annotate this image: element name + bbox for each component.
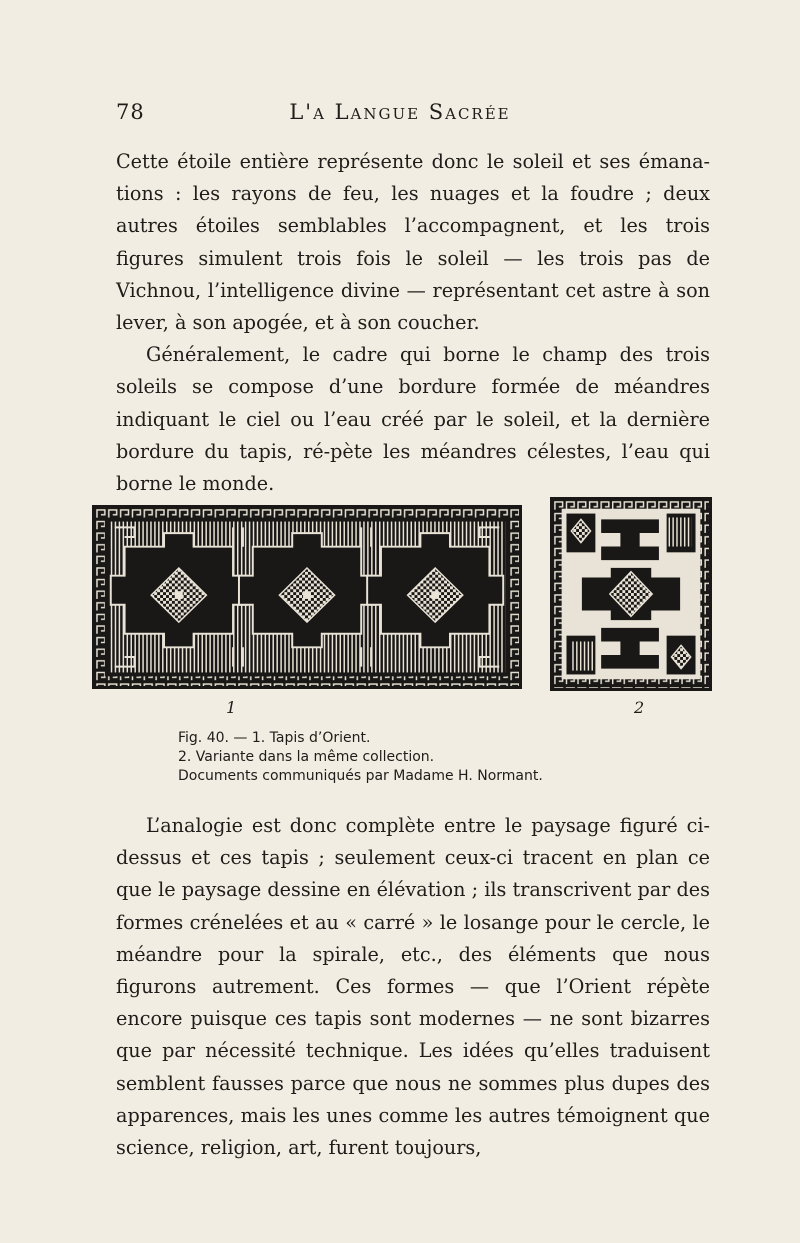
caption-line: Documents communiqués par Madame H. Normant. <box>178 768 543 784</box>
figure-caption <box>178 729 738 786</box>
text-block-bottom <box>116 810 710 1164</box>
text-block-top <box>116 146 710 500</box>
caption-line: Fig. 40. — 1. Tapis d’Orient. <box>178 730 371 746</box>
figure-label-1: 1 <box>226 698 237 717</box>
paragraph: Cette étoile entière représente donc le soleil et ses émana-tions : les rayons de feu, les nuages et la foudre ; deux autres étoiles semblables l’accompagnent, et les trois figures simulent trois fois le soleil — les trois pas de Vichnou, l’intelligence divine — représentant cet astre à son lever, à son apogée, et à son coucher. <box>116 150 710 335</box>
paragraph: Généralement, le cadre qui borne le champ des trois soleils se compose d’une bordure formée de méandres indiquant le ciel ou l’eau créé par le soleil, et la dernière bordure du tapis, ré-pète les méandres célestes, l’eau qui borne le monde. <box>116 343 710 496</box>
figure-label-2: 2 <box>634 698 645 717</box>
running-title: L'a Langue Sacrée <box>289 100 511 124</box>
page-number: 78 <box>116 100 145 124</box>
figure-rugs <box>92 497 712 697</box>
caption-line: 2. Variante dans la même collection. <box>178 749 435 765</box>
rug-illustration-2 <box>550 497 712 691</box>
rug-illustration-1 <box>92 505 522 689</box>
page-header <box>0 100 800 140</box>
paragraph: L’analogie est donc complète entre le paysage figuré ci-dessus et ces tapis ; seulement ceux-ci tracent en plan ce que le paysage dessine en élévation ; ils transcrivent par des formes crénelées et au « carré » le losange pour le cercle, le méandre pour la spirale, etc., des éléments que nous figurons autrement. Ces formes — que l’Orient répète encore puisque ces tapis sont modernes — ne sont bizarres que par nécessité technique. Les idées qu’elles traduisent semblent fausses parce que nous ne sommes plus dupes des apparences, mais les unes comme les autres témoignent que science, religion, art, furent toujours, <box>116 814 710 1160</box>
